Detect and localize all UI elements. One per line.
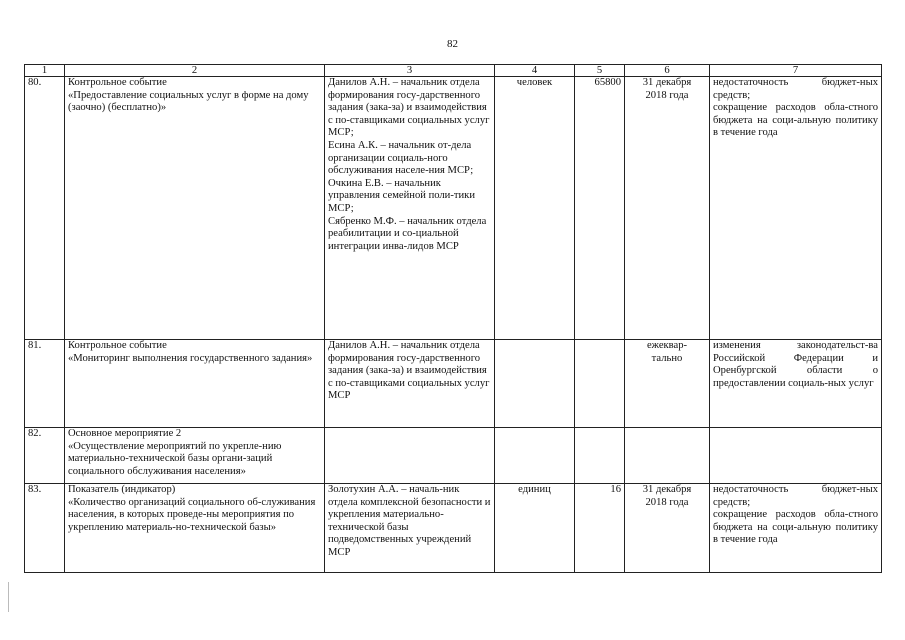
header-col-1: 1	[25, 65, 65, 77]
risks-cell: недостаточность бюджет-ных средств; сокращение расходов обла-стного бюджета на соци-альную политику в течение года	[710, 77, 882, 340]
table-row	[25, 77, 882, 340]
value-cell	[575, 340, 625, 428]
header-col-6: 6	[625, 65, 710, 77]
event-cell: Контрольное событие «Мониторинг выполнения государственного задания»	[65, 340, 325, 428]
unit-cell	[495, 428, 575, 484]
event-cell: Основное мероприятие 2 «Осуществление мероприятий по укрепле-нию материально-технической базы органи-заций социального обслуживания населения»	[65, 428, 325, 484]
responsible-cell	[325, 428, 495, 484]
deadline-cell: ежеквар- тально	[625, 340, 710, 428]
event-cell: Контрольное событие «Предоставление социальных услуг в форме на дому (заочно) (бесплатно)»	[65, 77, 325, 340]
responsible-cell: Данилов А.Н. – начальник отдела формирования госу-дарственного задания (зака-за) и взаимодействия с по-ставщиками социальных услуг МСР; Есина А.К. – начальник от-дела организации социаль-ного обслуживания населе-ния МСР; Очкина Е.В. – начальник управления семейной поли-тики МСР; Сябренко М.Ф. – начальник отдела реабилитации и со-циальной интеграции инва-лидов МСР	[325, 77, 495, 340]
risks-cell: изменения законодательст-ва Российской Федерации и Оренбургской области о предоставлении социаль-ных услуг	[710, 340, 882, 428]
unit-cell	[495, 340, 575, 428]
deadline-cell: 31 декабря 2018 года	[625, 484, 710, 573]
unit-cell: человек	[495, 77, 575, 340]
page-number: 82	[447, 38, 458, 50]
event-cell: Показатель (индикатор) «Количество организаций социального об-служивания населения, в которых проведе-ны мероприятия по укреплению материаль-но-технической базы»	[65, 484, 325, 573]
risks-cell	[710, 428, 882, 484]
responsible-cell: Золотухин А.А. – началь-ник отдела комплексной безопасности и укрепления материально-технической базы подведомственных учреждений МСР	[325, 484, 495, 573]
deadline-cell: 31 декабря 2018 года	[625, 77, 710, 340]
deadline-cell	[625, 428, 710, 484]
scan-edge-mark	[8, 582, 9, 612]
measures-table	[24, 64, 882, 573]
unit-cell: единиц	[495, 484, 575, 573]
row-number: 80.	[25, 77, 65, 340]
value-cell: 65800	[575, 77, 625, 340]
responsible-cell: Данилов А.Н. – начальник отдела формирования госу-дарственного задания (зака-за) и взаимодействия с по-ставщиками социальных услуг МСР	[325, 340, 495, 428]
risks-cell: недостаточность бюджет-ных средств; сокращение расходов обла-стного бюджета на соци-альную политику в течение года	[710, 484, 882, 573]
header-row	[25, 65, 882, 77]
header-col-5: 5	[575, 65, 625, 77]
value-cell: 16	[575, 484, 625, 573]
header-col-4: 4	[495, 65, 575, 77]
row-number: 81.	[25, 340, 65, 428]
row-number: 82.	[25, 428, 65, 484]
table-row	[25, 428, 882, 484]
header-col-7: 7	[710, 65, 882, 77]
value-cell	[575, 428, 625, 484]
header-col-2: 2	[65, 65, 325, 77]
header-col-3: 3	[325, 65, 495, 77]
table-row	[25, 340, 882, 428]
row-number: 83.	[25, 484, 65, 573]
table-row	[25, 484, 882, 573]
